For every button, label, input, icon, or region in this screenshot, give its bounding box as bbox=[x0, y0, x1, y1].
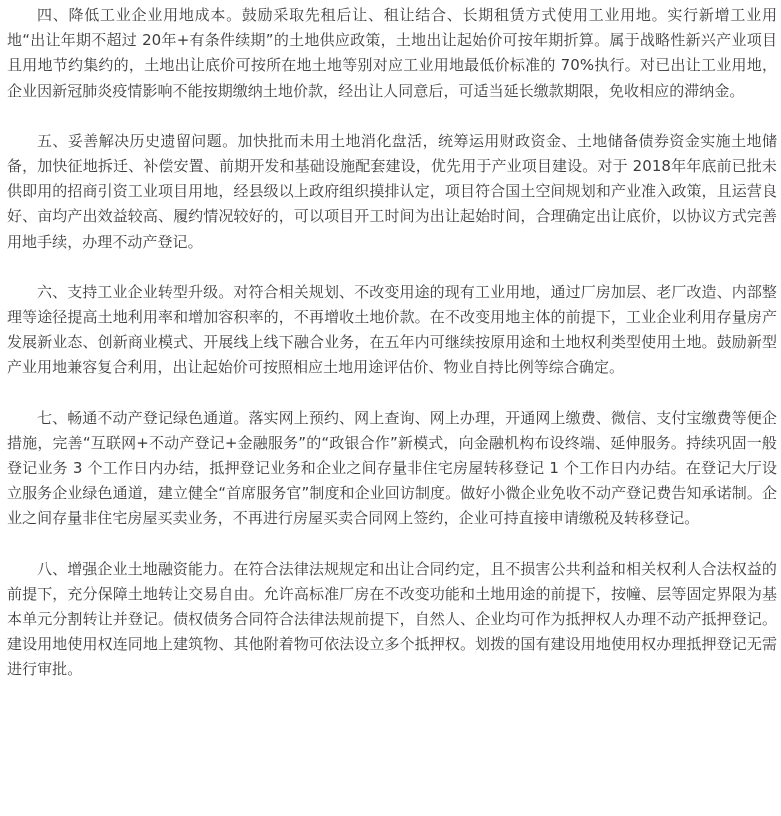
paragraph-4-land-cost: 四、降低工业企业用地成本。鼓励采取先租后让、租让结合、长期租赁方式使用工业用地。实行新增工业用地“出让年期不超过 20年+有条件续期”的土地供应政策，土地出让起始价可按年期折算。属于战略性新兴产业项目且用地节约集约的，土地出让底价可按所在地土地等别对应工业用地最低价标准的 70%执行。对已出让工业用地，企业因新冠肺炎疫情影响不能按期缴纳土地价款，经出让人同意后，可适当延长缴款期限，免收相应的滞纳金。 bbox=[7, 6, 777, 100]
paragraph-6-transformation: 六、支持工业企业转型升级。对符合相关规划、不改变用途的现有工业用地，通过厂房加层、老厂改造、内部整理等途径提高土地利用率和增加容积率的，不再增收土地价款。在不改变用地主体的前提下，工业企业利用存量房产发展新业态、创新商业模式、开展线上线下融合业务，在五年内可继续按原用途和土地权利类型使用土地。鼓励新型产业用地兼容复合利用，出让起始价可按照相应土地用途评估价、物业自持比例等综合确定。 bbox=[7, 282, 777, 377]
article-body bbox=[7, 3, 777, 683]
paragraph-7-registration-channel: 七、畅通不动产登记绿色通道。落实网上预约、网上查询、网上办理，开通网上缴费、微信、支付宝缴费等便企措施，完善“互联网+不动产登记+金融服务”的“政银合作”新模式，向金融机构布设终端、延伸服务。持续巩固一般登记业务 3 个工作日内办结，抵押登记业务和企业之间存量非住宅房屋转移登记 1 个工作日内办结。在登记大厅设立服务企业绿色通道，建立健全“首席服务官”制度和企业回访制度。做好小微企业免收不动产登记费告知承诺制。企业之间存量非住宅房屋买卖业务，不再进行房屋买卖合同网上签约，企业可持直接申请缴税及转移登记。 bbox=[7, 408, 777, 528]
paragraph-5-legacy-issues: 五、妥善解决历史遗留问题。加快批而未用土地消化盘活，统筹运用财政资金、土地储备债券资金实施土地储备，加快征地拆迁、补偿安置、前期开发和基础设施配套建设，优先用于产业项目建设。对于 2018年年底前已批未供即用的招商引资工业项目用地，经县级以上政府组织摸排认定，项目符合国土空间规划和产业准入政策，且运营良好、亩均产出效益较高、履约情况较好的，可以项目开工时间为出让起始时间，合理确定出让底价，以协议方式完善用地手续，办理不动产登记。 bbox=[7, 131, 777, 251]
paragraph-8-land-financing: 八、增强企业土地融资能力。在符合法律法规规定和出让合同约定，且不损害公共利益和相关权利人合法权益的前提下，充分保障土地转让交易自由。允许高标准厂房在不改变功能和土地用途的前提下，按幢、层等固定界限为基本单元分割转让并登记。债权债务合同符合法律法规前提下，自然人、企业均可作为抵押权人办理不动产抵押登记。建设用地使用权连同地上建筑物、其他附着物可依法设立多个抵押权。划拨的国有建设用地使用权办理抵押登记无需进行审批。 bbox=[7, 559, 777, 679]
